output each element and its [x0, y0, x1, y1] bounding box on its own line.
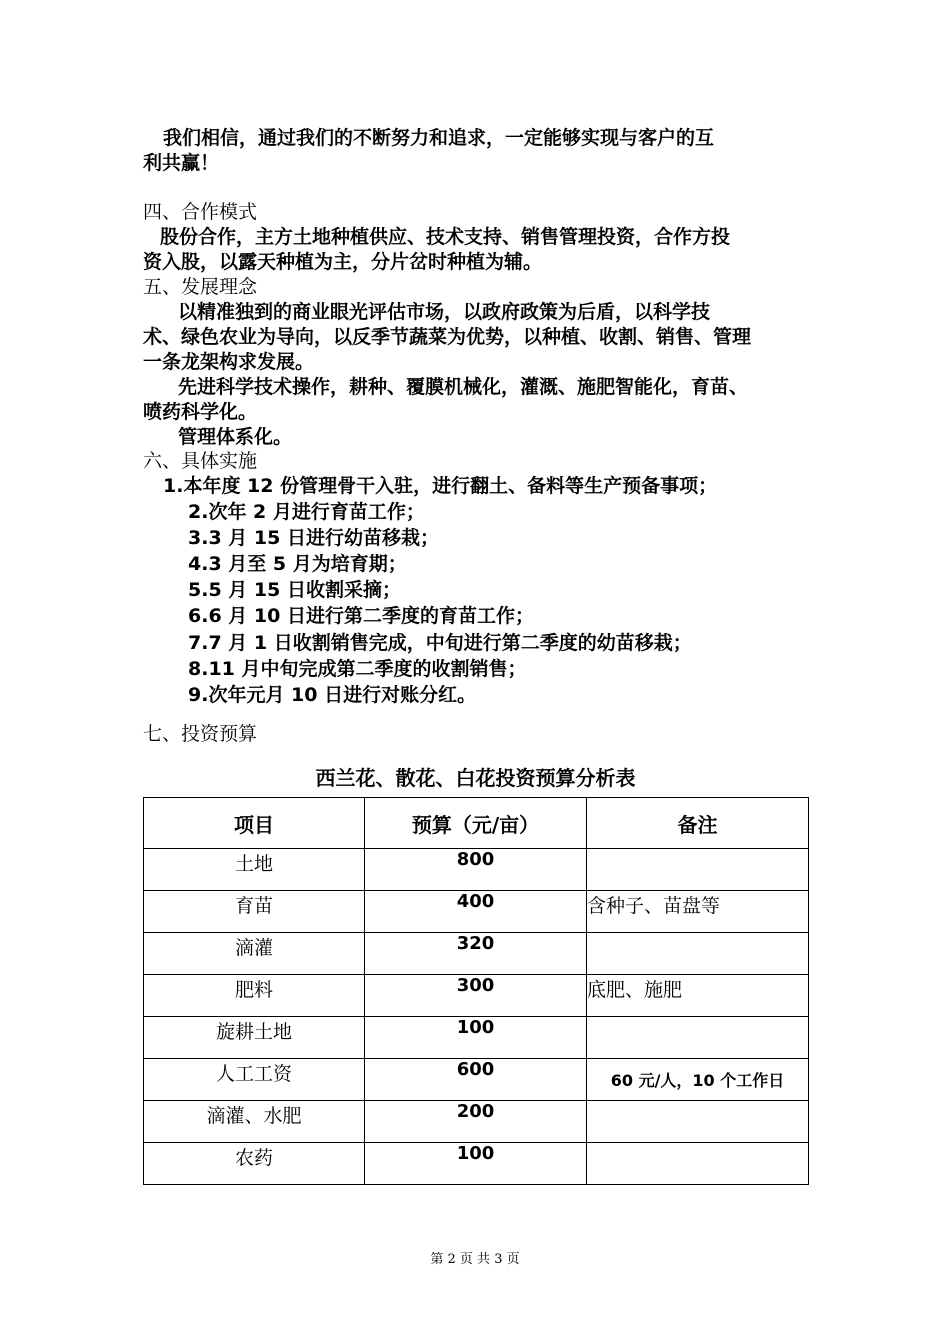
header-note: 备注 [587, 798, 809, 849]
paragraph-management: 管理体系化。 [178, 426, 293, 448]
cell-budget: 200 [365, 1101, 587, 1143]
section-heading-implementation: 六、具体实施 [143, 450, 258, 472]
paragraph-belief-line1: 我们相信，通过我们的不断努力和追求，一定能够实现与客户的互 [163, 127, 715, 149]
cell-budget: 600 [365, 1059, 587, 1101]
cell-budget: 320 [365, 933, 587, 975]
paragraph-belief-line2: 利共赢！ [143, 152, 220, 174]
list-item-step-6: 6.6 月 10 日进行第二季度的育苗工作； [188, 605, 534, 628]
section-heading-philosophy: 五、发展理念 [143, 276, 258, 298]
paragraph-philosophy-line3: 一条龙架构求发展。 [143, 351, 315, 373]
cell-note [587, 1143, 809, 1185]
list-item-step-3: 3.3 月 15 日进行幼苗移栽； [188, 527, 439, 550]
cell-note [587, 1017, 809, 1059]
cell-note: 含种子、苗盘等 [587, 891, 809, 933]
paragraph-philosophy-line1: 以精准独到的商业眼光评估市场，以政府政策为后盾，以科学技 [178, 301, 711, 323]
table-caption: 西兰花、散花、白花投资预算分析表 [315, 766, 636, 790]
section-heading-cooperation: 四、合作模式 [143, 201, 258, 223]
list-item-step-8: 8.11 月中旬完成第二季度的收割销售； [188, 657, 527, 680]
cell-item: 滴灌、水肥 [144, 1101, 365, 1143]
cell-note: 底肥、施肥 [587, 975, 809, 1017]
table-row [144, 1017, 809, 1059]
section-heading-budget: 七、投资预算 [143, 723, 258, 745]
header-budget: 预算（元/亩） [365, 798, 587, 849]
paragraph-cooperation-line1: 股份合作，主方土地种植供应、技术支持、销售管理投资，合作方投 [160, 226, 731, 248]
list-item-step-4: 4.3 月至 5 月为培育期； [188, 553, 407, 576]
cell-note [587, 933, 809, 975]
implementation-steps-list [163, 474, 717, 709]
budget-table [143, 797, 809, 1185]
cell-item: 农药 [144, 1143, 365, 1185]
cell-budget: 400 [365, 891, 587, 933]
list-item-step-1: 1.本年度 12 份管理骨干入驻，进行翻土、备料等生产预备事项； [163, 475, 718, 497]
paragraph-technology-line2: 喷药科学化。 [143, 401, 258, 423]
cell-budget: 100 [365, 1143, 587, 1185]
cell-note: 60 元/人，10 个工作日 [587, 1059, 809, 1101]
cell-note [587, 849, 809, 891]
cell-item: 土地 [144, 849, 365, 891]
cell-item: 育苗 [144, 891, 365, 933]
header-item: 项目 [144, 798, 365, 849]
paragraph-technology-line1: 先进科学技术操作，耕种、覆膜机械化，灌溉、施肥智能化，育苗、 [178, 376, 749, 398]
list-item-step-7: 7.7 月 1 日收割销售完成，中旬进行第二季度的幼苗移栽； [188, 631, 692, 654]
table-row [144, 849, 809, 891]
paragraph-philosophy-line2: 术、绿色农业为导向，以反季节蔬菜为优势，以种植、收割、销售、管理 [143, 326, 752, 348]
cell-budget: 100 [365, 1017, 587, 1059]
cell-item: 旋耕土地 [144, 1017, 365, 1059]
table-row [144, 933, 809, 975]
page-footer: 第 2 页 共 3 页 [430, 1252, 520, 1267]
table-row [144, 975, 809, 1017]
table-row [144, 891, 809, 933]
list-item-step-2: 2.次年 2 月进行育苗工作； [188, 501, 425, 524]
cell-item: 肥料 [144, 975, 365, 1017]
cell-item: 滴灌 [144, 933, 365, 975]
paragraph-cooperation-line2: 资入股，以露天种植为主，分片岔时种植为辅。 [143, 251, 543, 273]
table-row [144, 1101, 809, 1143]
cell-item: 人工工资 [144, 1059, 365, 1101]
cell-note [587, 1101, 809, 1143]
table-row [144, 1059, 809, 1101]
list-item-step-9: 9.次年元月 10 日进行对账分红。 [188, 683, 477, 706]
table-header-row [144, 798, 809, 849]
table-row [144, 1143, 809, 1185]
cell-budget: 300 [365, 975, 587, 1017]
list-item-step-5: 5.5 月 15 日收割采摘； [188, 579, 401, 602]
cell-budget: 800 [365, 849, 587, 891]
